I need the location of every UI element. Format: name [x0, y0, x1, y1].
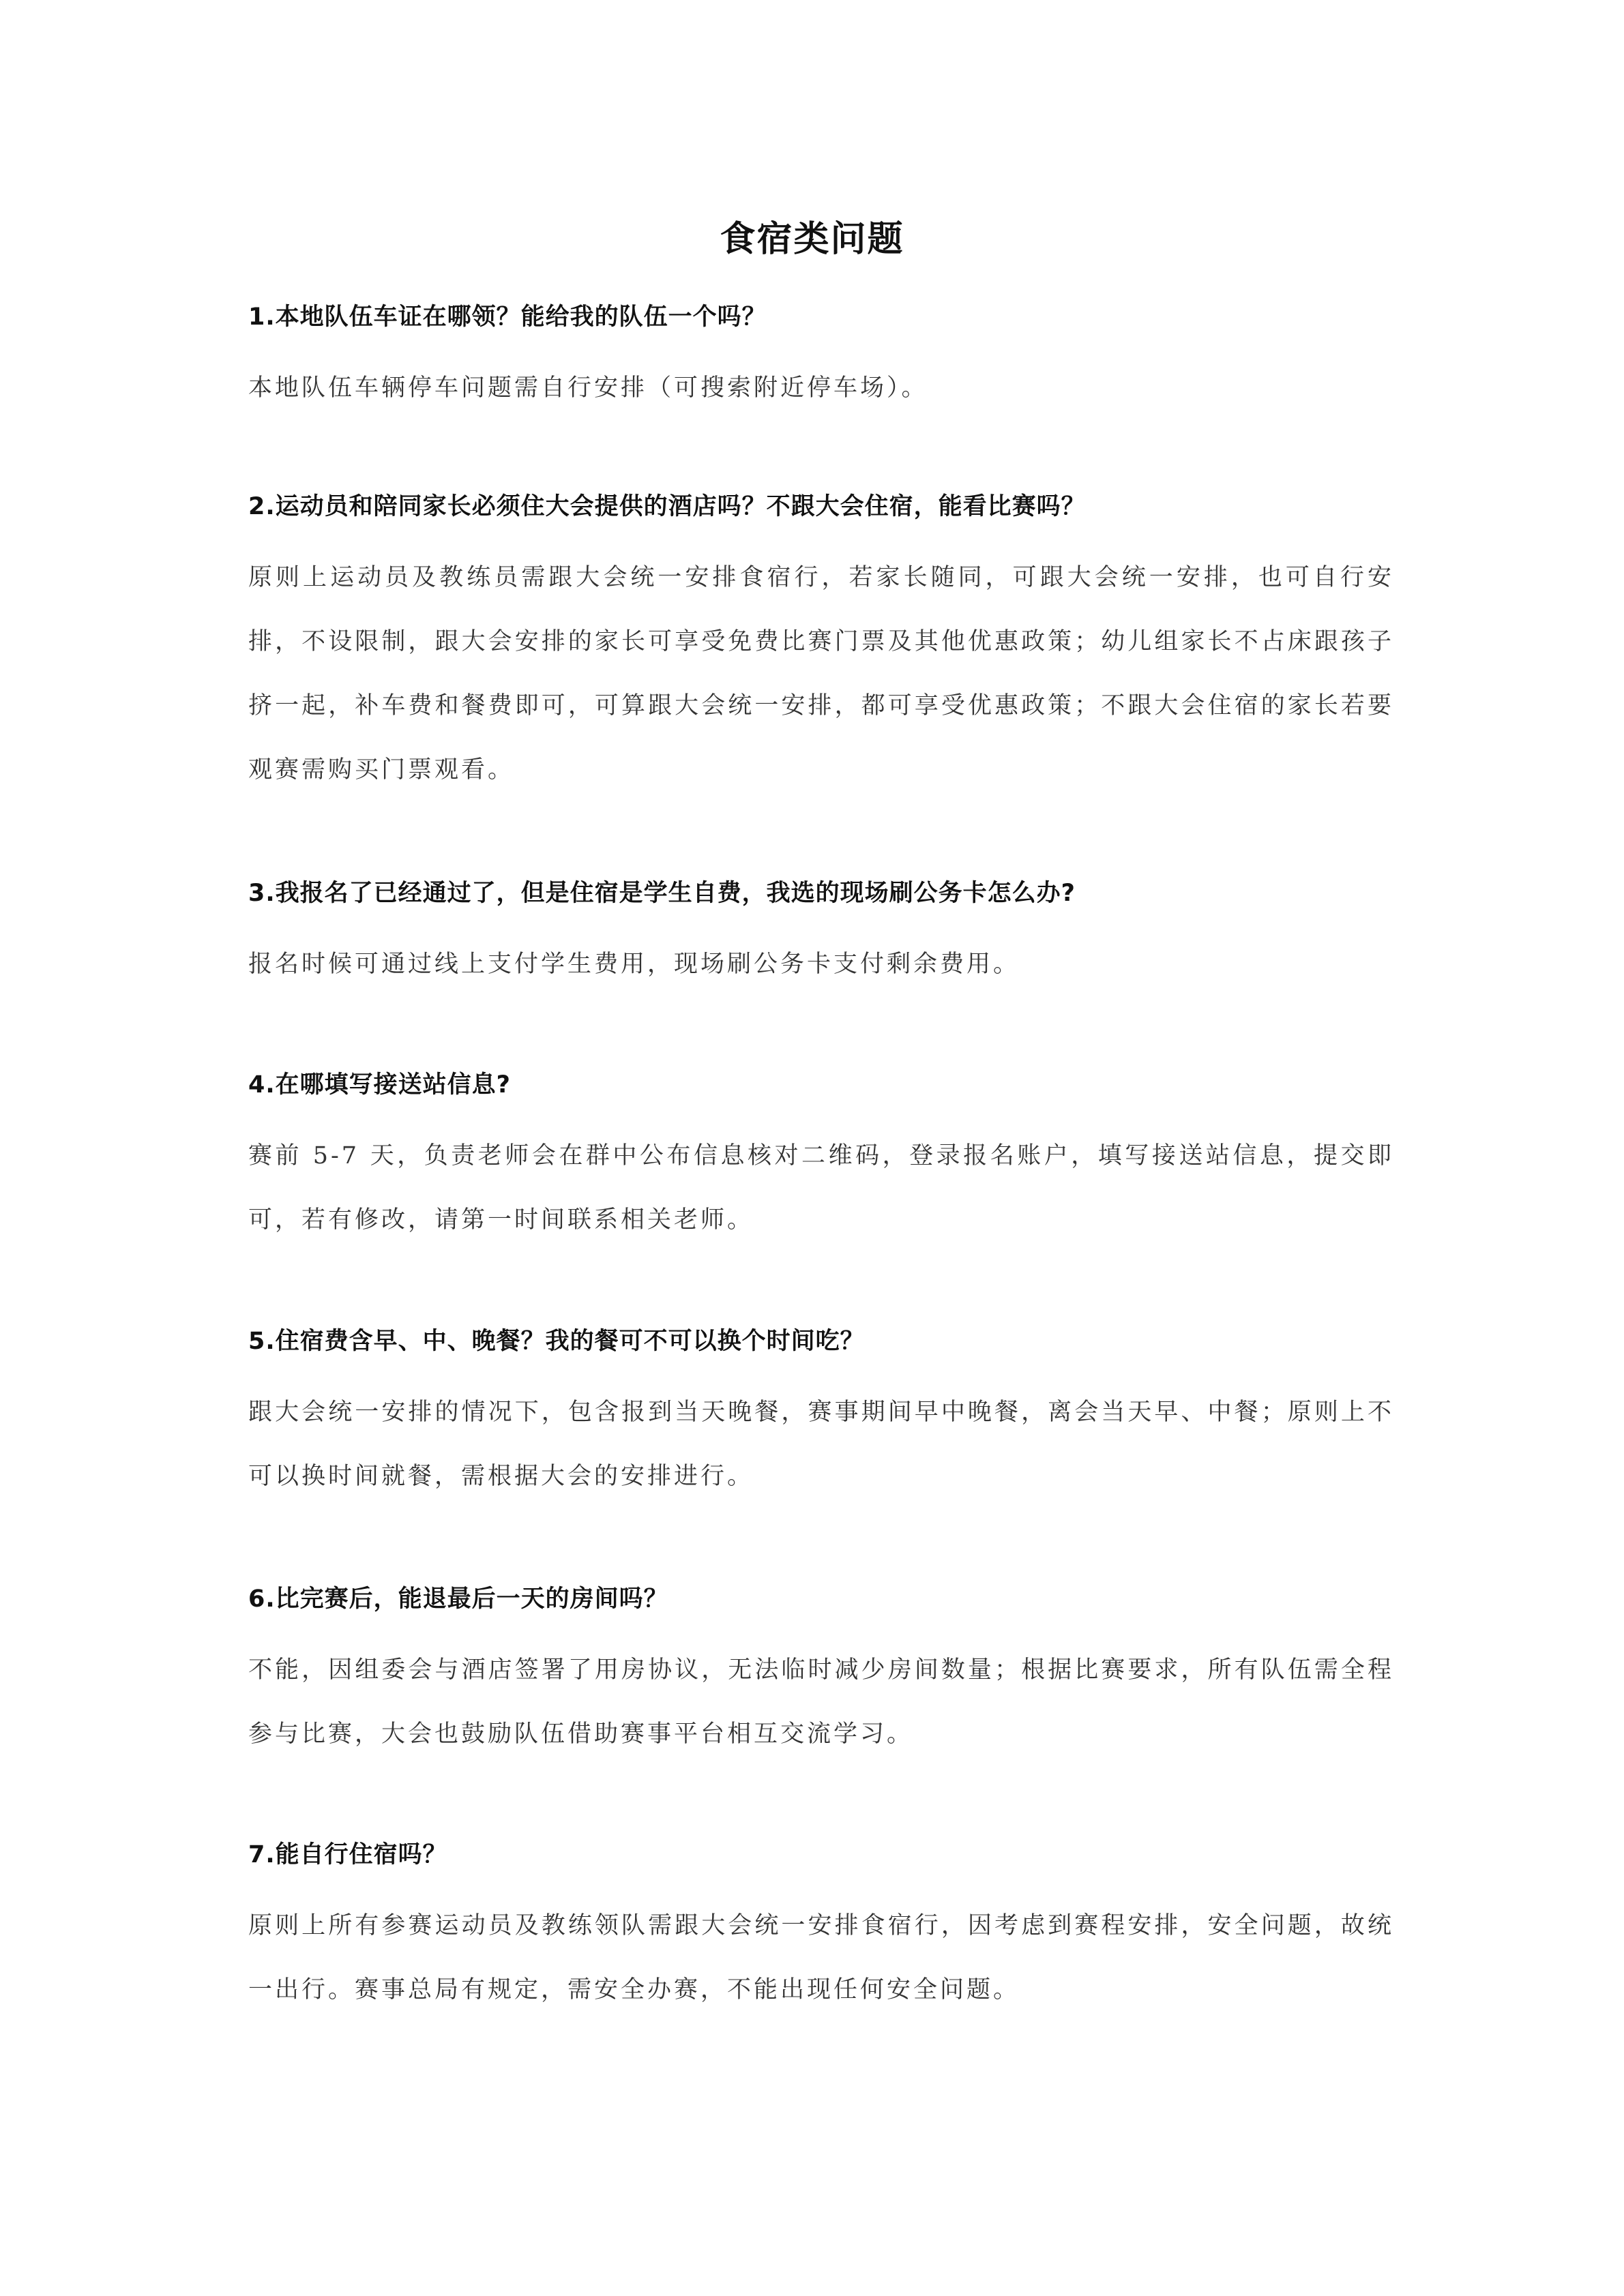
faq-item-1: [248, 300, 1394, 420]
faq-question-7: 7.能自行住宿吗？: [248, 1841, 447, 1868]
faq-question-5: 5.住宿费含早、中、晚餐？我的餐可不可以换个时间吃？: [248, 1328, 865, 1355]
faq-answer-6: 不能，因组委会与酒店签署了用房协议，无法临时减少房间数量；根据比赛要求，所有队伍需全程参与比赛，大会也鼓励队伍借助赛事平台相互交流学习。: [248, 1656, 1394, 1748]
page-title: 食宿类问题: [720, 219, 904, 260]
faq-item-6: [248, 1582, 1394, 1766]
faq-item-7: [248, 1838, 1394, 2022]
faq-item-4: [248, 1068, 1394, 1252]
faq-answer-4: 赛前 5-7 天，负责老师会在群中公布信息核对二维码，登录报名账户，填写接送站信息，提交即可，若有修改，请第一时间联系相关老师。: [248, 1142, 1394, 1234]
faq-answer-3: 报名时候可通过线上支付学生费用，现场刷公务卡支付剩余费用。: [248, 951, 1020, 978]
faq-item-5: [248, 1324, 1394, 1508]
faq-question-2: 2.运动员和陪同家长必须住大会提供的酒店吗？不跟大会住宿，能看比赛吗？: [248, 493, 1086, 520]
faq-question-3: 3.我报名了已经通过了，但是住宿是学生自费，我选的现场刷公务卡怎么办?: [248, 880, 1076, 907]
faq-answer-2: 原则上运动员及教练员需跟大会统一安排食宿行，若家长随同，可跟大会统一安排，也可自行安排，不设限制，跟大会安排的家长可享受免费比赛门票及其他优惠政策；幼儿组家长不占床跟孩子挤一起，补车费和餐费即可，可算跟大会统一安排，都可享受优惠政策；不跟大会住宿的家长若要观赛需购买门票观看。: [248, 564, 1394, 784]
faq-answer-1: 本地队伍车辆停车问题需自行安排（可搜索附近停车场）。: [248, 374, 928, 402]
faq-item-3: [248, 876, 1394, 996]
faq-question-6: 6.比完赛后，能退最后一天的房间吗？: [248, 1585, 668, 1613]
faq-answer-7: 原则上所有参赛运动员及教练领队需跟大会统一安排食宿行，因考虑到赛程安排，安全问题，故统一出行。赛事总局有规定，需安全办赛，不能出现任何安全问题。: [248, 1912, 1394, 2003]
faq-question-1: 1.本地队伍车证在哪领？能给我的队伍一个吗？: [248, 303, 767, 331]
faq-item-2: [248, 490, 1394, 802]
faq-answer-5: 跟大会统一安排的情况下，包含报到当天晚餐，赛事期间早中晚餐，离会当天早、中餐；原则上不可以换时间就餐，需根据大会的安排进行。: [248, 1399, 1394, 1490]
faq-question-4: 4.在哪填写接送站信息?: [248, 1071, 511, 1099]
